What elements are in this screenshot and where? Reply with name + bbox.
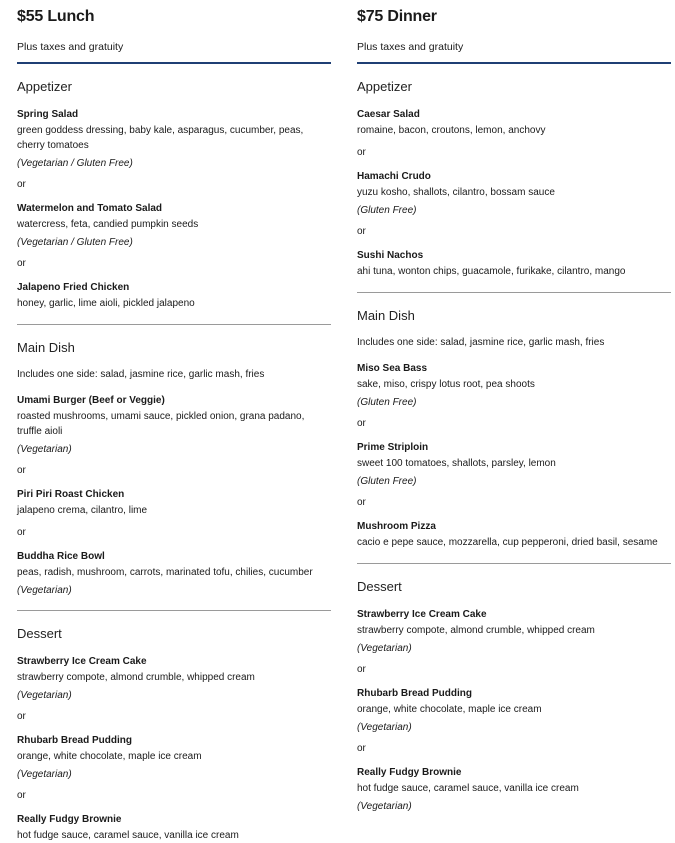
or-separator: or bbox=[17, 711, 26, 722]
dish-item bbox=[17, 734, 331, 781]
dish-item bbox=[357, 520, 671, 550]
dish-dietary-note: (Vegetarian) bbox=[357, 643, 412, 654]
section-note: Includes one side: salad, jasmine rice, garlic mash, fries bbox=[357, 337, 605, 348]
dish-description: orange, white chocolate, maple ice cream bbox=[357, 704, 542, 715]
main-dish-section bbox=[17, 340, 331, 611]
dish-item bbox=[17, 488, 331, 518]
dish-description: hot fudge sauce, caramel sauce, vanilla ice cream bbox=[357, 783, 579, 794]
dish-dietary-note: (Gluten Free) bbox=[357, 205, 417, 216]
dish-description: romaine, bacon, croutons, lemon, anchovy bbox=[357, 125, 546, 136]
main-dish-section bbox=[357, 308, 671, 564]
dinner-menu-column bbox=[357, 0, 671, 813]
dish-dietary-note: (Vegetarian) bbox=[357, 722, 412, 733]
dish-dietary-note: (Gluten Free) bbox=[357, 476, 417, 487]
section-divider bbox=[357, 292, 671, 293]
dessert-section bbox=[357, 579, 671, 813]
dish-description: strawberry compote, almond crumble, whipped cream bbox=[17, 672, 255, 683]
dish-name: Strawberry Ice Cream Cake bbox=[17, 656, 147, 667]
section-title: Appetizer bbox=[357, 79, 412, 94]
dish-name: Buddha Rice Bowl bbox=[17, 551, 105, 562]
or-separator: or bbox=[17, 790, 26, 801]
dish-description: yuzu kosho, shallots, cilantro, bossam sauce bbox=[357, 187, 555, 198]
appetizer-section bbox=[17, 79, 331, 325]
dish-name: Prime Striploin bbox=[357, 442, 429, 453]
dish-name: Sushi Nachos bbox=[357, 250, 424, 261]
dish-name: Spring Salad bbox=[17, 109, 79, 120]
section-title: Appetizer bbox=[17, 79, 72, 94]
dish-description: peas, radish, mushroom, carrots, marinated tofu, chilies, cucumber bbox=[17, 567, 313, 578]
dish-description: sweet 100 tomatoes, shallots, parsley, lemon bbox=[357, 458, 556, 469]
dish-item bbox=[357, 249, 671, 279]
dish-name: Hamachi Crudo bbox=[357, 171, 431, 182]
title-divider bbox=[17, 62, 331, 64]
dish-item bbox=[17, 202, 331, 249]
dish-item bbox=[17, 813, 331, 843]
dish-description: strawberry compote, almond crumble, whipped cream bbox=[357, 625, 595, 636]
dish-item bbox=[357, 441, 671, 488]
dish-dietary-note: (Vegetarian) bbox=[17, 585, 72, 596]
section-divider bbox=[17, 610, 331, 611]
dish-name: Piri Piri Roast Chicken bbox=[17, 489, 125, 500]
appetizer-section bbox=[357, 79, 671, 293]
or-separator: or bbox=[17, 179, 26, 190]
dish-description: ahi tuna, wonton chips, guacamole, furikake, cilantro, mango bbox=[357, 266, 626, 277]
dish-description: hot fudge sauce, caramel sauce, vanilla ice cream bbox=[17, 830, 239, 841]
or-separator: or bbox=[357, 147, 366, 158]
menu-title: $55 Lunch bbox=[17, 8, 95, 25]
dish-name: Umami Burger (Beef or Veggie) bbox=[17, 395, 165, 406]
lunch-menu-column bbox=[17, 0, 331, 843]
dish-description: sake, miso, crispy lotus root, pea shoots bbox=[357, 379, 535, 390]
menu-subtitle: Plus taxes and gratuity bbox=[17, 41, 124, 53]
dish-item bbox=[17, 394, 331, 456]
dish-name: Miso Sea Bass bbox=[357, 363, 428, 374]
dish-item bbox=[17, 550, 331, 597]
dish-description: watercress, feta, candied pumpkin seeds bbox=[17, 219, 199, 230]
dish-item bbox=[357, 687, 671, 734]
dessert-section bbox=[17, 626, 331, 843]
dish-name: Really Fudgy Brownie bbox=[17, 814, 122, 825]
dish-dietary-note: (Vegetarian) bbox=[17, 690, 72, 701]
dish-name: Caesar Salad bbox=[357, 109, 420, 120]
title-divider bbox=[357, 62, 671, 64]
dish-description: cacio e pepe sauce, mozzarella, cup pepperoni, dried basil, sesame bbox=[357, 537, 658, 548]
dish-item bbox=[357, 766, 671, 813]
section-title: Dessert bbox=[17, 626, 62, 641]
dish-name: Rhubarb Bread Pudding bbox=[357, 688, 472, 699]
dish-item bbox=[357, 170, 671, 217]
or-separator: or bbox=[17, 465, 26, 476]
section-divider bbox=[17, 324, 331, 325]
dish-name: Strawberry Ice Cream Cake bbox=[357, 609, 487, 620]
section-divider bbox=[357, 563, 671, 564]
dish-dietary-note: (Vegetarian) bbox=[17, 444, 72, 455]
menu-title: $75 Dinner bbox=[357, 8, 437, 25]
dish-dietary-note: (Gluten Free) bbox=[357, 397, 417, 408]
dish-dietary-note: (Vegetarian) bbox=[357, 801, 412, 812]
dish-item bbox=[357, 108, 671, 138]
dish-dietary-note: (Vegetarian / Gluten Free) bbox=[17, 158, 133, 169]
or-separator: or bbox=[357, 497, 366, 508]
section-title: Main Dish bbox=[357, 308, 415, 323]
section-title: Main Dish bbox=[17, 340, 75, 355]
dish-description: honey, garlic, lime aioli, pickled jalapeno bbox=[17, 298, 195, 309]
dish-name: Watermelon and Tomato Salad bbox=[17, 203, 163, 214]
or-separator: or bbox=[17, 527, 26, 538]
dish-description: roasted mushrooms, umami sauce, pickled onion, grana padano, truffle aioli bbox=[17, 411, 305, 437]
dish-item bbox=[357, 608, 671, 655]
dish-description: jalapeno crema, cilantro, lime bbox=[17, 505, 148, 516]
dish-name: Jalapeno Fried Chicken bbox=[17, 282, 130, 293]
dish-name: Mushroom Pizza bbox=[357, 521, 436, 532]
or-separator: or bbox=[357, 226, 366, 237]
or-separator: or bbox=[357, 418, 366, 429]
dish-item bbox=[17, 281, 331, 311]
dish-dietary-note: (Vegetarian / Gluten Free) bbox=[17, 237, 133, 248]
dish-description: green goddess dressing, baby kale, asparagus, cucumber, peas, cherry tomatoes bbox=[17, 125, 304, 151]
section-note: Includes one side: salad, jasmine rice, garlic mash, fries bbox=[17, 369, 265, 380]
dish-item bbox=[17, 108, 331, 170]
section-title: Dessert bbox=[357, 579, 402, 594]
or-separator: or bbox=[17, 258, 26, 269]
dish-item bbox=[357, 362, 671, 409]
dish-name: Rhubarb Bread Pudding bbox=[17, 735, 132, 746]
dish-name: Really Fudgy Brownie bbox=[357, 767, 462, 778]
dish-description: orange, white chocolate, maple ice cream bbox=[17, 751, 202, 762]
or-separator: or bbox=[357, 664, 366, 675]
dish-dietary-note: (Vegetarian) bbox=[17, 769, 72, 780]
or-separator: or bbox=[357, 743, 366, 754]
dish-item bbox=[17, 655, 331, 702]
menu-subtitle: Plus taxes and gratuity bbox=[357, 41, 464, 53]
